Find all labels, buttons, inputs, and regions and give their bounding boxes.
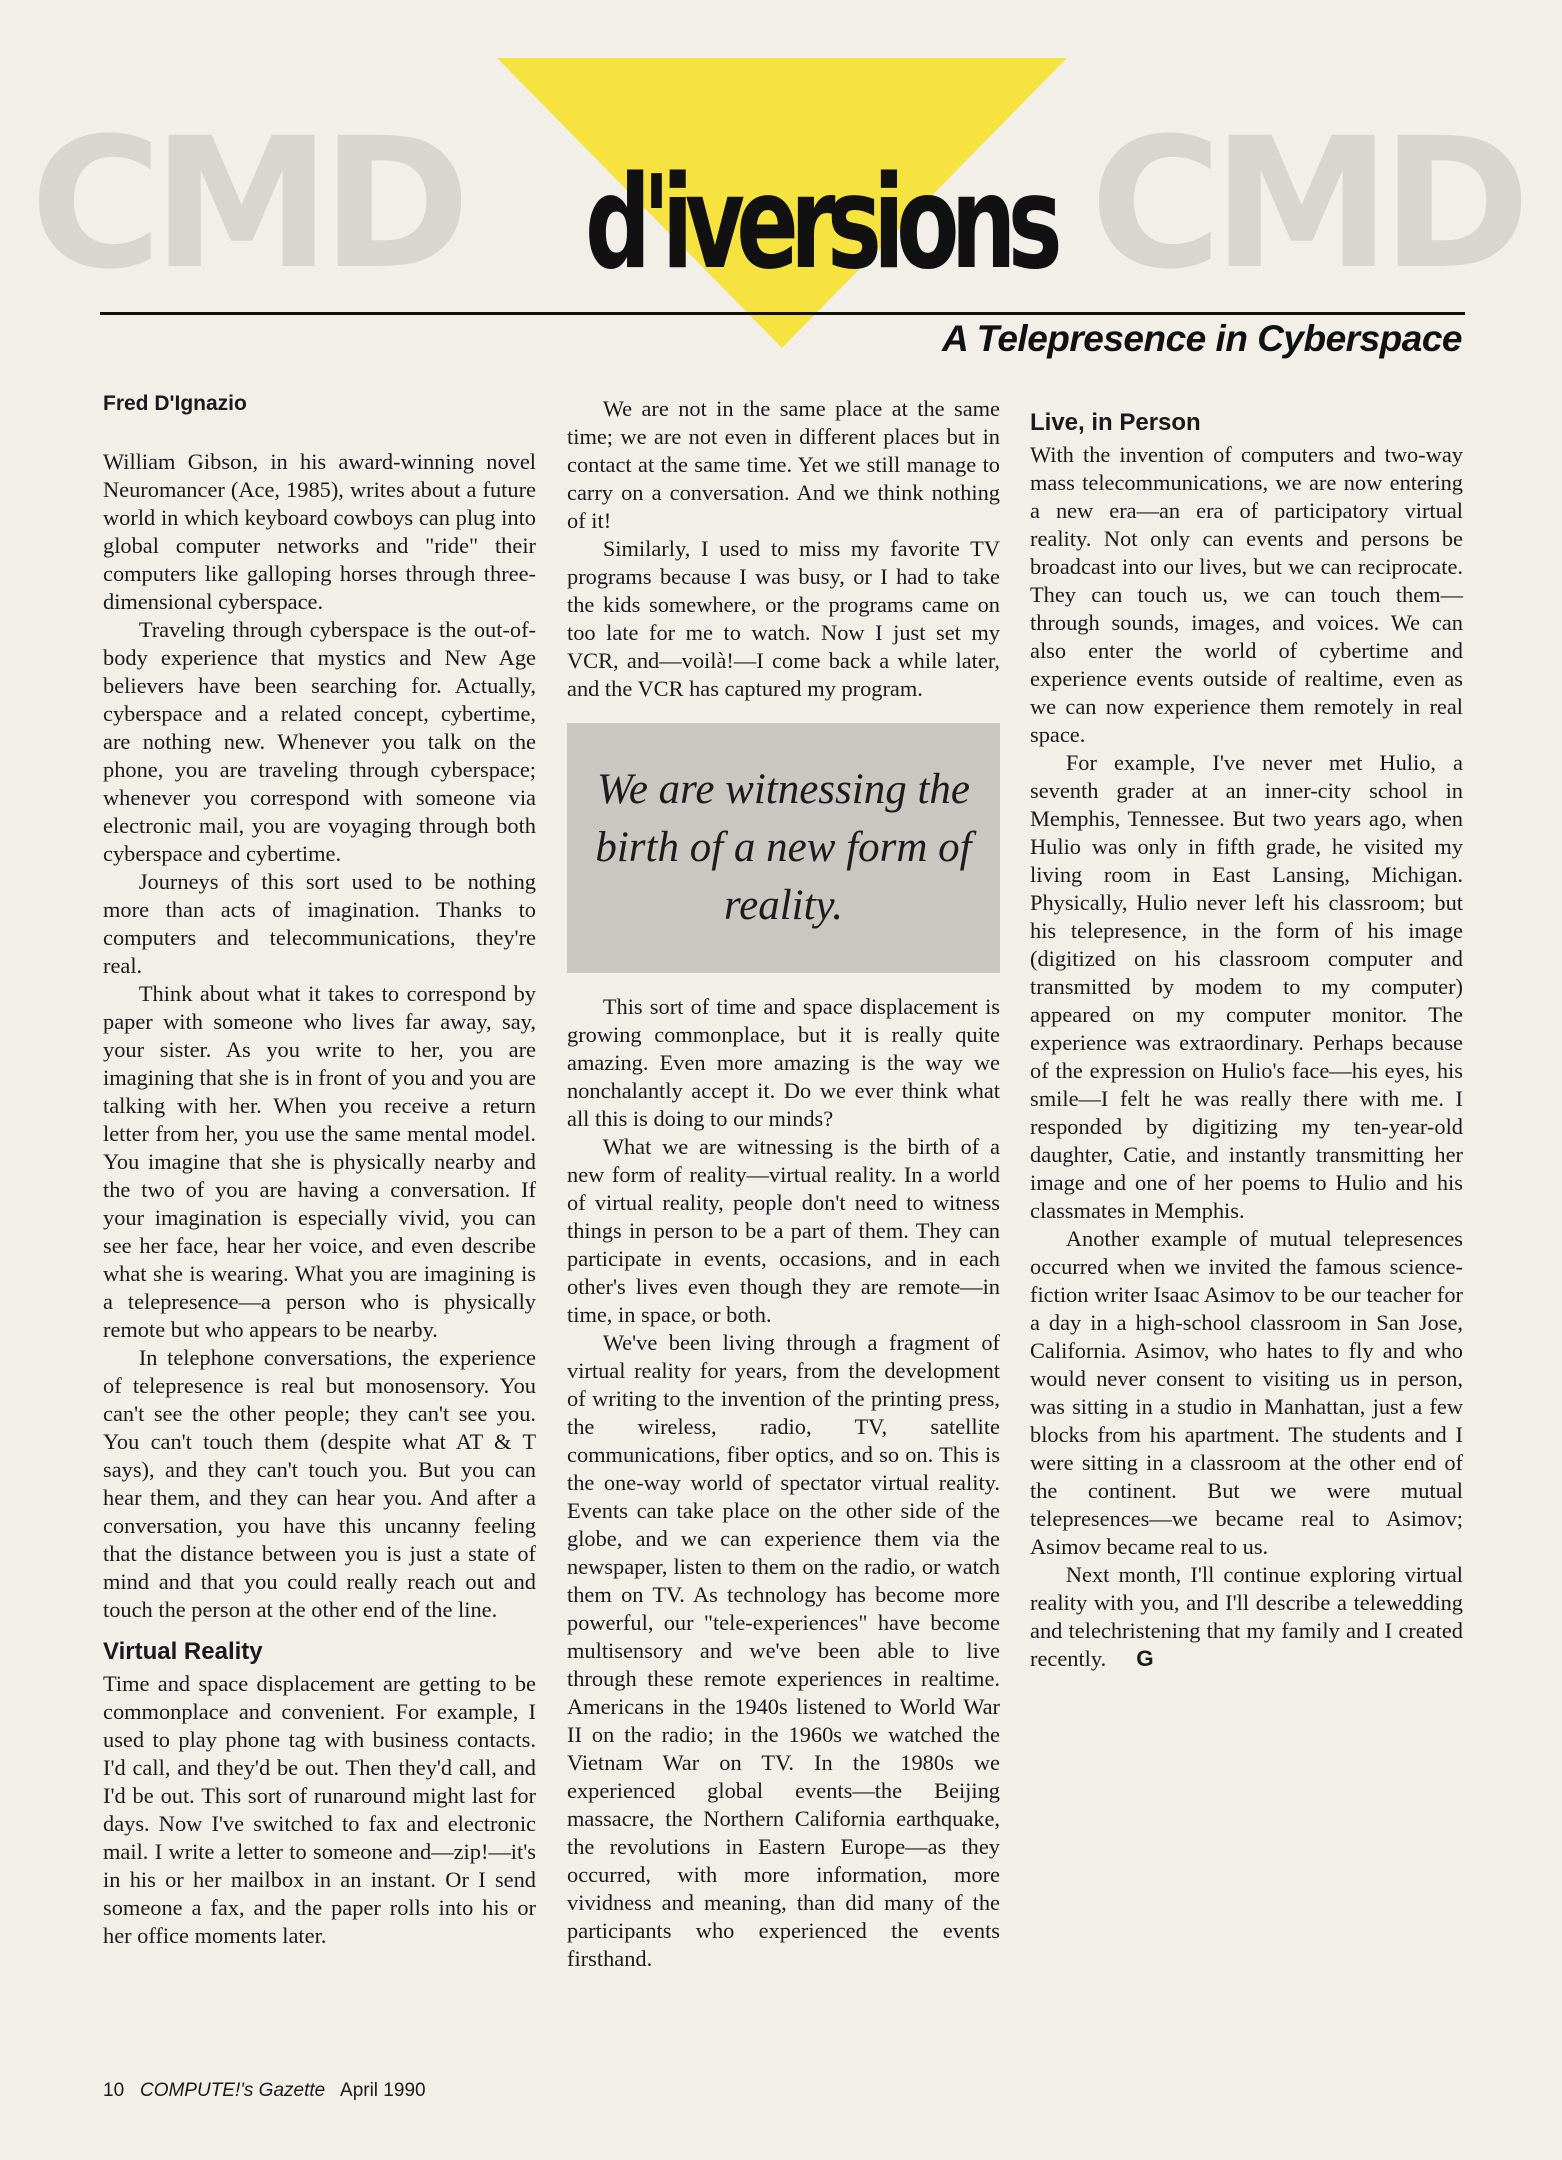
magazine-name: COMPUTE!'s Gazette — [139, 2080, 326, 2101]
paragraph: Journeys of this sort used to be nothing more than acts of imagination. Thanks to computers and telecommunications, they're real. — [103, 869, 536, 978]
paragraph: William Gibson, in his award-winning novel Neuromancer (Ace, 1985), writes about a future world in which keyboard cowboys can plug into global computer networks and "ride" their computers like galloping horses through three-dimensional cyberspace. — [103, 449, 536, 614]
background-logo-left: CMD — [30, 100, 461, 309]
page-number: 10 — [103, 2080, 125, 2101]
column-2 — [567, 395, 1000, 1973]
header-rule — [100, 312, 1465, 315]
paragraph-text: Next month, I'll continue exploring virtual reality with you, and I'll describe a telewedding and telechristening that my family and I created recently. — [1030, 1562, 1463, 1671]
paragraph: Similarly, I used to miss my favorite TV programs because I was busy, or I had to take the kids somewhere, or the programs came on too late for me to watch. Now I just set my VCR, and—voilà!—I come back a while later, and the VCR has captured my program. — [567, 536, 1000, 701]
column-1 — [103, 390, 536, 1950]
paragraph: We are not in the same place at the same time; we are not even in different places but in contact at the same time. Yet we still manage to carry on a conversation. And we think nothing of it! — [567, 396, 1000, 533]
section-masthead: d'iversions — [585, 149, 1054, 298]
article-headline: A Telepresence in Cyberspace — [941, 318, 1462, 359]
paragraph: Traveling through cyberspace is the out-of-body experience that mystics and New Age believers have been searching for. Actually, cyberspace and a related concept, cybertime, are nothing new. Whenever you talk on the phone, you are traveling through cyberspace; whenever you correspond with someone via electronic mail, you are voyaging through both cyberspace and cybertime. — [103, 617, 536, 866]
issue-date: April 1990 — [340, 2080, 426, 2101]
subhead-virtual-reality: Virtual Reality — [103, 1638, 263, 1665]
pull-quote: We are witnessing the birth of a new form of reality. — [567, 723, 1000, 973]
column-3 — [1030, 395, 1463, 1673]
paragraph: With the invention of computers and two-way mass telecommunications, we are now entering a new era—an era of participatory virtual reality. Not only can events and persons be broadcast into our lives, but we can reciprocate. They can touch us, we can touch them—through sounds, images, and voices. We can also enter the world of cybertime and experience events outside of realtime, even as we can now experience them remotely in real space. — [1030, 442, 1463, 747]
byline: Fred D'Ignazio — [103, 392, 247, 415]
page-footer — [103, 2080, 426, 2102]
background-logo-right: CMD — [1090, 100, 1521, 309]
paragraph: We've been living through a fragment of virtual reality for years, from the development of writing to the invention of the printing press, the wireless, radio, TV, satellite communications, fiber optics, and so on. This is the one-way world of spectator virtual reality. Events can take place on the other side of the globe, and we can experience them via the newspaper, listen to them on the radio, or watch them on TV. As technology has become more powerful, our "tele-experiences" have become multisensory and we've been able to live through these remote experiences in realtime. Americans in the 1940s listened to World War II on the radio; in the 1960s we watched the Vietnam War on TV. In the 1980s we experienced global events—the Beijing massacre, the Northern California earthquake, the revolutions in Eastern Europe—as they occurred, with more information, more vividness and meaning, than did many of the participants who experienced the events firsthand. — [567, 1330, 1000, 1971]
paragraph: For example, I've never met Hulio, a seventh grader at an inner-city school in Memphis, Tennessee. But two years ago, when Hulio was only in fifth grade, he visited my living room in East Lansing, Michigan. Physically, Hulio never left his classroom; but his telepresence, in the form of his image (digitized on his classroom computer and transmitted by modem to my computer) appeared on my computer monitor. The experience was extraordinary. Perhaps because of the expression on Hulio's face—his eyes, his smile—I felt he was really there with me. I responded by digitizing my ten-year-old daughter, Catie, and instantly transmitting her image and one of her poems to Hulio and his classmates in Memphis. — [1030, 750, 1463, 1223]
paragraph: What we are witnessing is the birth of a new form of reality—virtual reality. In a world of virtual reality, people don't need to witness things in person to be a part of them. They can participate in events, occasions, and in each other's lives even though they are remote—in time, in space, or both. — [567, 1134, 1000, 1327]
paragraph: Another example of mutual telepresences occurred when we invited the famous science-fiction writer Isaac Asimov to be our teacher for a day in a high-school classroom in San Jose, California. Asimov, who hates to fly and who would never consent to visiting us in person, was sitting in a studio in Manhattan, just a few blocks from his apartment. The students and I were sitting in a classroom at the other end of the continent. But we were mutual telepresences—we became real to Asimov; Asimov became real to us. — [1030, 1226, 1463, 1559]
paragraph: This sort of time and space displacement is growing commonplace, but it is really quite amazing. Even more amazing is the way we nonchalantly accept it. Do we ever think what all this is doing to our minds? — [567, 994, 1000, 1131]
paragraph — [1030, 1561, 1463, 1673]
paragraph: Think about what it takes to correspond by paper with someone who lives far away, say, your sister. As you write to her, you are imagining that she is in front of you and you are talking with her. When you receive a return letter from her, you use the same mental model. You imagine that she is physically nearby and the two of you are having a conversation. If your imagination is especially vivid, you can see her face, hear her voice, and even describe what she is wearing. What you are imagining is a telepresence—a person who is physically remote but who appears to be nearby. — [103, 981, 536, 1342]
subhead-live-in-person: Live, in Person — [1030, 409, 1201, 436]
end-mark: G — [1136, 1646, 1154, 1671]
paragraph: Time and space displacement are getting to be commonplace and convenient. For example, I used to play phone tag with business contacts. I'd call, and they'd be out. Then they'd call, and I'd be out. This sort of runaround might last for days. Now I've switched to fax and electronic mail. I write a letter to someone and—zip!—it's in his or her mailbox in an instant. Or I send someone a fax, and the paper rolls into his or her office moments later. — [103, 1671, 536, 1948]
paragraph: In telephone conversations, the experience of telepresence is real but monosensory. You can't see the other people; they can't see you. You can't touch them (despite what AT & T says), and they can't touch you. But you can hear them, and they can hear you. And after a conversation, you have this uncanny feeling that the distance between you is just a state of mind and that you could really reach out and touch the person at the other end of the line. — [103, 1345, 536, 1622]
